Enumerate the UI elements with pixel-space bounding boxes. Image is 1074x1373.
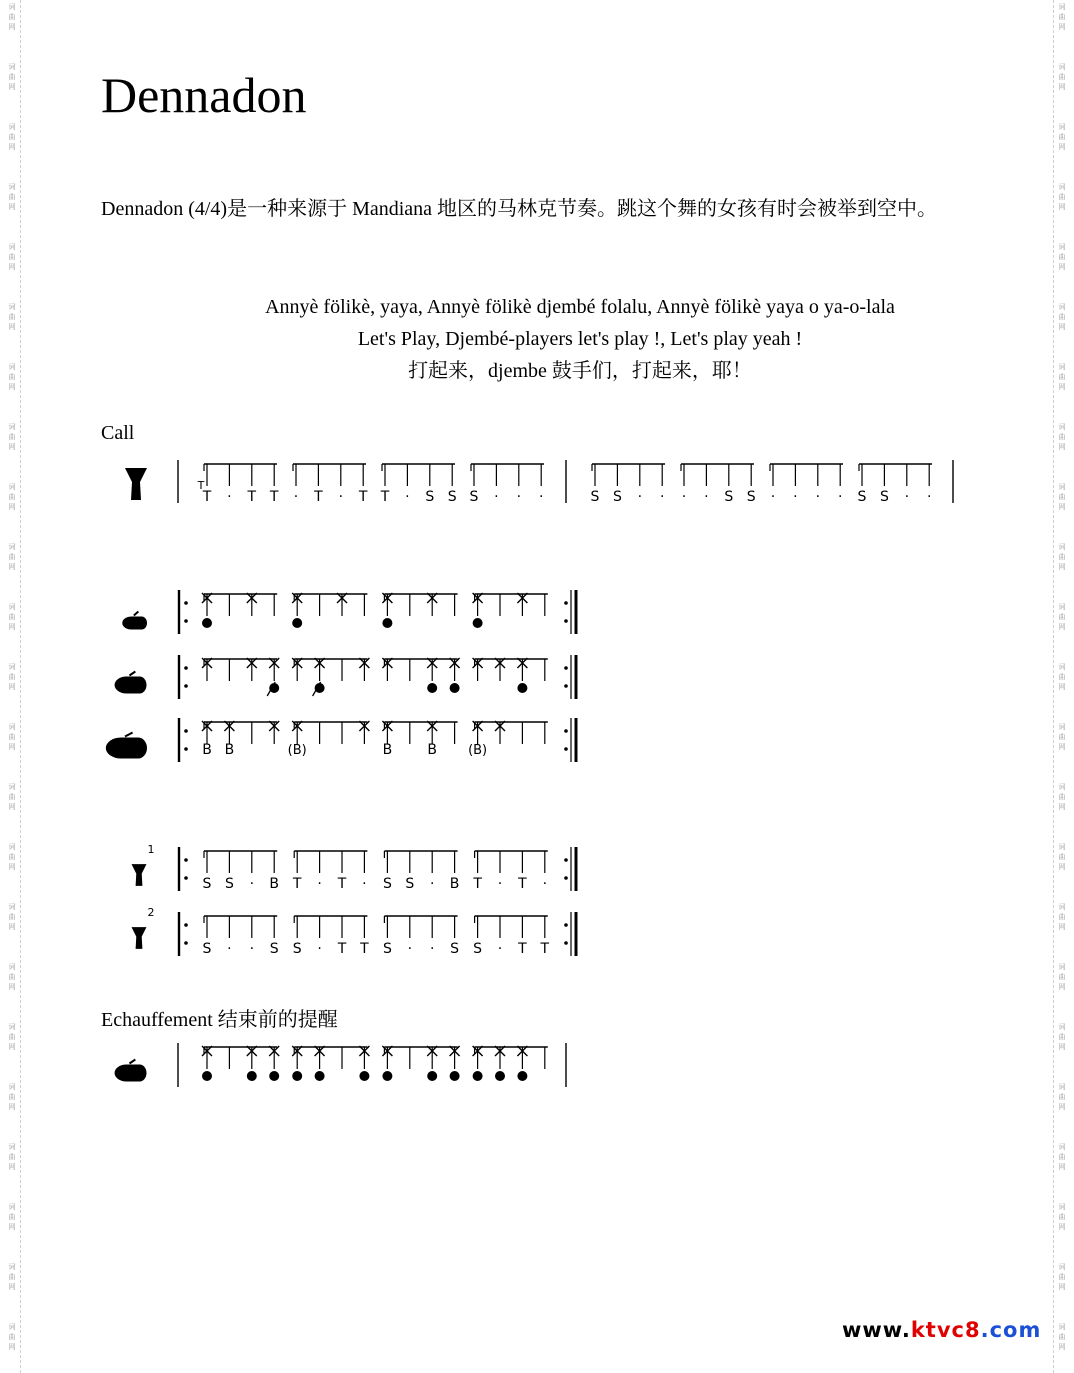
- margin-mark: 词 曲 网: [8, 843, 16, 871]
- call-note-label: ·: [516, 489, 522, 505]
- margin-mark: 词 曲 网: [1058, 963, 1066, 991]
- call-note-label: T: [358, 489, 368, 505]
- margin-mark: 词 曲 网: [8, 963, 16, 991]
- djembe-note-label: S: [269, 941, 279, 957]
- margin-mark: 词 曲 网: [1058, 1323, 1066, 1351]
- margin-mark: 词 曲 网: [8, 1143, 16, 1171]
- margin-mark: 词 曲 网: [8, 63, 16, 91]
- dundunba-icon-stick: [125, 733, 133, 737]
- repeat-dot: [184, 619, 188, 623]
- margin-mark: 词 曲 网: [8, 303, 16, 331]
- call-note-label: ·: [637, 489, 643, 505]
- djembe-note-label: S: [473, 941, 483, 957]
- djembe-note-label: ·: [407, 941, 413, 957]
- call-note-label: ·: [815, 489, 821, 505]
- bell-dot: [427, 1071, 437, 1081]
- margin-mark: 词 曲 网: [1058, 183, 1066, 211]
- call-note-label: ·: [704, 489, 709, 505]
- bell-dot: [292, 618, 302, 628]
- kenkeni-icon-stick: [134, 612, 139, 616]
- margin-mark: 词 曲 网: [8, 363, 16, 391]
- watermark-www: www.: [842, 1318, 911, 1342]
- site-watermark: [842, 1318, 1041, 1342]
- margin-mark: 词 曲 网: [1058, 63, 1066, 91]
- margin-mark: 词 曲 网: [8, 663, 16, 691]
- djembe-note-label: T: [518, 876, 527, 892]
- margin-mark: 词 曲 网: [8, 183, 16, 211]
- margin-mark: 词 曲 网: [1058, 663, 1066, 691]
- bell-dot: [382, 1071, 392, 1081]
- margin-mark: 词 曲 网: [8, 723, 16, 751]
- repeat-dot: [184, 684, 188, 688]
- djembe-note-label: S: [202, 876, 212, 892]
- djembe-part-number: 1: [147, 843, 155, 856]
- margin-mark: 词 曲 网: [8, 3, 16, 31]
- margin-mark: 词 曲 网: [8, 543, 16, 571]
- djembe-icon: [125, 468, 147, 500]
- call-note-label: ·: [538, 489, 544, 505]
- djembe-note-label: ·: [429, 941, 435, 957]
- djembe-note-label: T: [473, 876, 482, 892]
- margin-mark: 词 曲 网: [8, 1023, 16, 1051]
- sangban-icon-stick: [129, 672, 135, 676]
- call-note-label: ·: [293, 489, 299, 505]
- repeat-dot: [564, 923, 568, 927]
- sangban-icon-stick: [129, 1060, 135, 1064]
- djembe-note-label: S: [202, 941, 212, 957]
- call-note-label: ·: [904, 489, 910, 505]
- call-note-label: ·: [494, 489, 499, 505]
- djembe-note-label: T: [292, 876, 302, 892]
- djembe-note-label: T: [337, 876, 347, 892]
- call-note-label: ·: [926, 489, 932, 505]
- lyrics-line: Annyè fölikè, yaya, Annyè fölikè djembé folalu, Annyè fölikè yaya o ya-o-lala: [265, 296, 895, 318]
- call-note-label: S: [447, 489, 457, 505]
- margin-mark: 词 曲 网: [1058, 1083, 1066, 1111]
- djembe-icon: [132, 927, 147, 949]
- bell-dot: [473, 1071, 483, 1081]
- margin-mark: 词 曲 网: [1058, 1023, 1066, 1051]
- call-note-label: ·: [338, 489, 344, 505]
- bell-dot: [359, 1071, 369, 1081]
- bell-dot: [292, 1071, 302, 1081]
- call-note-label: T: [380, 489, 390, 505]
- djembe-note-label: ·: [317, 876, 322, 892]
- call-note-label: ·: [793, 489, 798, 505]
- djembe-note-label: B: [269, 876, 280, 892]
- djembe-note-label: ·: [429, 876, 435, 892]
- djembe-note-label: T: [337, 941, 347, 957]
- call-note-label: ·: [659, 489, 665, 505]
- margin-mark: 词 曲 网: [8, 603, 16, 631]
- repeat-dot: [184, 729, 188, 733]
- margin-mark: 词 曲 网: [8, 483, 16, 511]
- bell-dot: [450, 1071, 460, 1081]
- section-label-call: Call: [101, 422, 135, 444]
- margin-mark: 词 曲 网: [1058, 1203, 1066, 1231]
- djembe-icon: [132, 864, 147, 886]
- djembe-note-label: S: [382, 941, 392, 957]
- repeat-dot: [564, 666, 568, 670]
- call-note-label: ·: [681, 489, 687, 505]
- bell-dot: [473, 618, 483, 628]
- section-label-echauffement: Echauffement 结束前的提醒: [101, 1009, 338, 1031]
- margin-mark: 词 曲 网: [1058, 723, 1066, 751]
- bell-dot: [269, 1071, 279, 1081]
- bell-label: B: [382, 742, 393, 758]
- call-note-label: S: [879, 489, 889, 505]
- repeat-dot: [564, 941, 568, 945]
- call-note-label: S: [724, 489, 734, 505]
- margin-mark: 词 曲 网: [1058, 1263, 1066, 1291]
- margin-mark: 词 曲 网: [1058, 903, 1066, 931]
- kenkeni-icon-body: [131, 617, 141, 630]
- repeat-dot: [564, 858, 568, 862]
- djembe-note-label: ·: [249, 941, 255, 957]
- margin-mark: 词 曲 网: [1058, 483, 1066, 511]
- bell-dot: [382, 618, 392, 628]
- djembe-note-label: ·: [542, 876, 548, 892]
- call-note-label: T: [202, 489, 212, 505]
- margin-mark: 词 曲 网: [8, 1323, 16, 1351]
- djembe-note-label: ·: [362, 876, 367, 892]
- djembe-note-label: ·: [497, 941, 503, 957]
- margin-mark: 词 曲 网: [8, 423, 16, 451]
- margin-mark: 词 曲 网: [1058, 843, 1066, 871]
- sangban-icon-body: [126, 677, 139, 694]
- sangban-icon-body: [126, 1065, 139, 1082]
- call-note-label: ·: [770, 489, 776, 505]
- grace-note-label: T: [197, 479, 205, 492]
- call-note-label: T: [247, 489, 257, 505]
- margin-mark: 词 曲 网: [8, 1263, 16, 1291]
- bell-dot: [315, 1071, 325, 1081]
- call-note-label: S: [746, 489, 756, 505]
- call-note-label: S: [425, 489, 435, 505]
- djembe-note-label: ·: [317, 941, 322, 957]
- djembe-note-label: T: [518, 941, 527, 957]
- repeat-dot: [184, 858, 188, 862]
- djembe-note-label: S: [292, 941, 302, 957]
- repeat-dot: [184, 876, 188, 880]
- lyrics-line: 打起来，djembe 鼓手们，打起来，耶！: [408, 360, 752, 382]
- margin-mark: 词 曲 网: [1058, 123, 1066, 151]
- djembe-note-label: T: [540, 941, 550, 957]
- margin-mark: 词 曲 网: [8, 123, 16, 151]
- margin-mark: 词 曲 网: [8, 243, 16, 271]
- djembe-part-number: 2: [147, 906, 155, 919]
- repeat-dot: [184, 666, 188, 670]
- call-note-label: S: [590, 489, 600, 505]
- djembe-note-label: B: [449, 876, 460, 892]
- call-note-label: S: [857, 489, 867, 505]
- bell-label: B: [202, 742, 212, 758]
- margin-mark: 词 曲 网: [1058, 783, 1066, 811]
- margin-mark: 词 曲 网: [8, 783, 16, 811]
- margin-mark: 词 曲 网: [8, 1203, 16, 1231]
- intro-text: Dennadon (4/4)是一种来源于 Mandiana 地区的马林克节奏。跳这个舞的女孩有时会被举到空中。: [101, 198, 938, 220]
- watermark-tld: .com: [980, 1318, 1042, 1342]
- margin-mark: 词 曲 网: [1058, 363, 1066, 391]
- djembe-note-label: S: [405, 876, 415, 892]
- margin-mark: 词 曲 网: [1058, 243, 1066, 271]
- bell-label: (B): [468, 743, 488, 758]
- repeat-dot: [184, 923, 188, 927]
- watermark-brand: ktvc8: [910, 1318, 981, 1342]
- call-note-label: T: [269, 489, 279, 505]
- repeat-dot: [184, 747, 188, 751]
- repeat-dot: [184, 941, 188, 945]
- call-note-label: ·: [837, 489, 843, 505]
- djembe-note-label: ·: [227, 941, 232, 957]
- page-title: Dennadon: [101, 67, 307, 123]
- call-note-label: S: [469, 489, 479, 505]
- margin-mark: 词 曲 网: [1058, 3, 1066, 31]
- bell-dot: [495, 1071, 505, 1081]
- djembe-note-label: S: [382, 876, 392, 892]
- repeat-dot: [564, 747, 568, 751]
- repeat-dot: [184, 601, 188, 605]
- margin-mark: 词 曲 网: [1058, 603, 1066, 631]
- bell-dot: [427, 683, 437, 693]
- repeat-dot: [564, 729, 568, 733]
- bell-label: B: [224, 742, 235, 758]
- bell-dot: [202, 1071, 212, 1081]
- repeat-dot: [564, 601, 568, 605]
- call-note-label: ·: [227, 489, 232, 505]
- bell-label: B: [427, 742, 438, 758]
- bell-label: (B): [287, 743, 307, 758]
- margin-mark: 词 曲 网: [1058, 423, 1066, 451]
- djembe-note-label: S: [450, 941, 460, 957]
- bell-dot: [202, 618, 212, 628]
- repeat-dot: [564, 619, 568, 623]
- repeat-dot: [564, 876, 568, 880]
- bell-dot: [517, 1071, 527, 1081]
- margin-mark: 词 曲 网: [1058, 543, 1066, 571]
- margin-mark: 词 曲 网: [8, 1083, 16, 1111]
- call-note-label: ·: [405, 489, 410, 505]
- bell-dot: [247, 1071, 257, 1081]
- djembe-note-label: ·: [497, 876, 503, 892]
- margin-mark: 词 曲 网: [1058, 1143, 1066, 1171]
- djembe-note-label: S: [224, 876, 234, 892]
- call-note-label: S: [612, 489, 622, 505]
- margin-mark: 词 曲 网: [1058, 303, 1066, 331]
- repeat-dot: [564, 684, 568, 688]
- margin-mark: 词 曲 网: [8, 903, 16, 931]
- djembe-note-label: T: [360, 941, 369, 957]
- djembe-note-label: ·: [249, 876, 255, 892]
- lyrics-line: Let's Play, Djembé-players let's play !, Let's play yeah !: [357, 328, 803, 350]
- dundunba-icon-body: [121, 738, 138, 759]
- bell-dot: [517, 683, 527, 693]
- call-note-label: T: [314, 489, 323, 505]
- bell-dot: [450, 683, 460, 693]
